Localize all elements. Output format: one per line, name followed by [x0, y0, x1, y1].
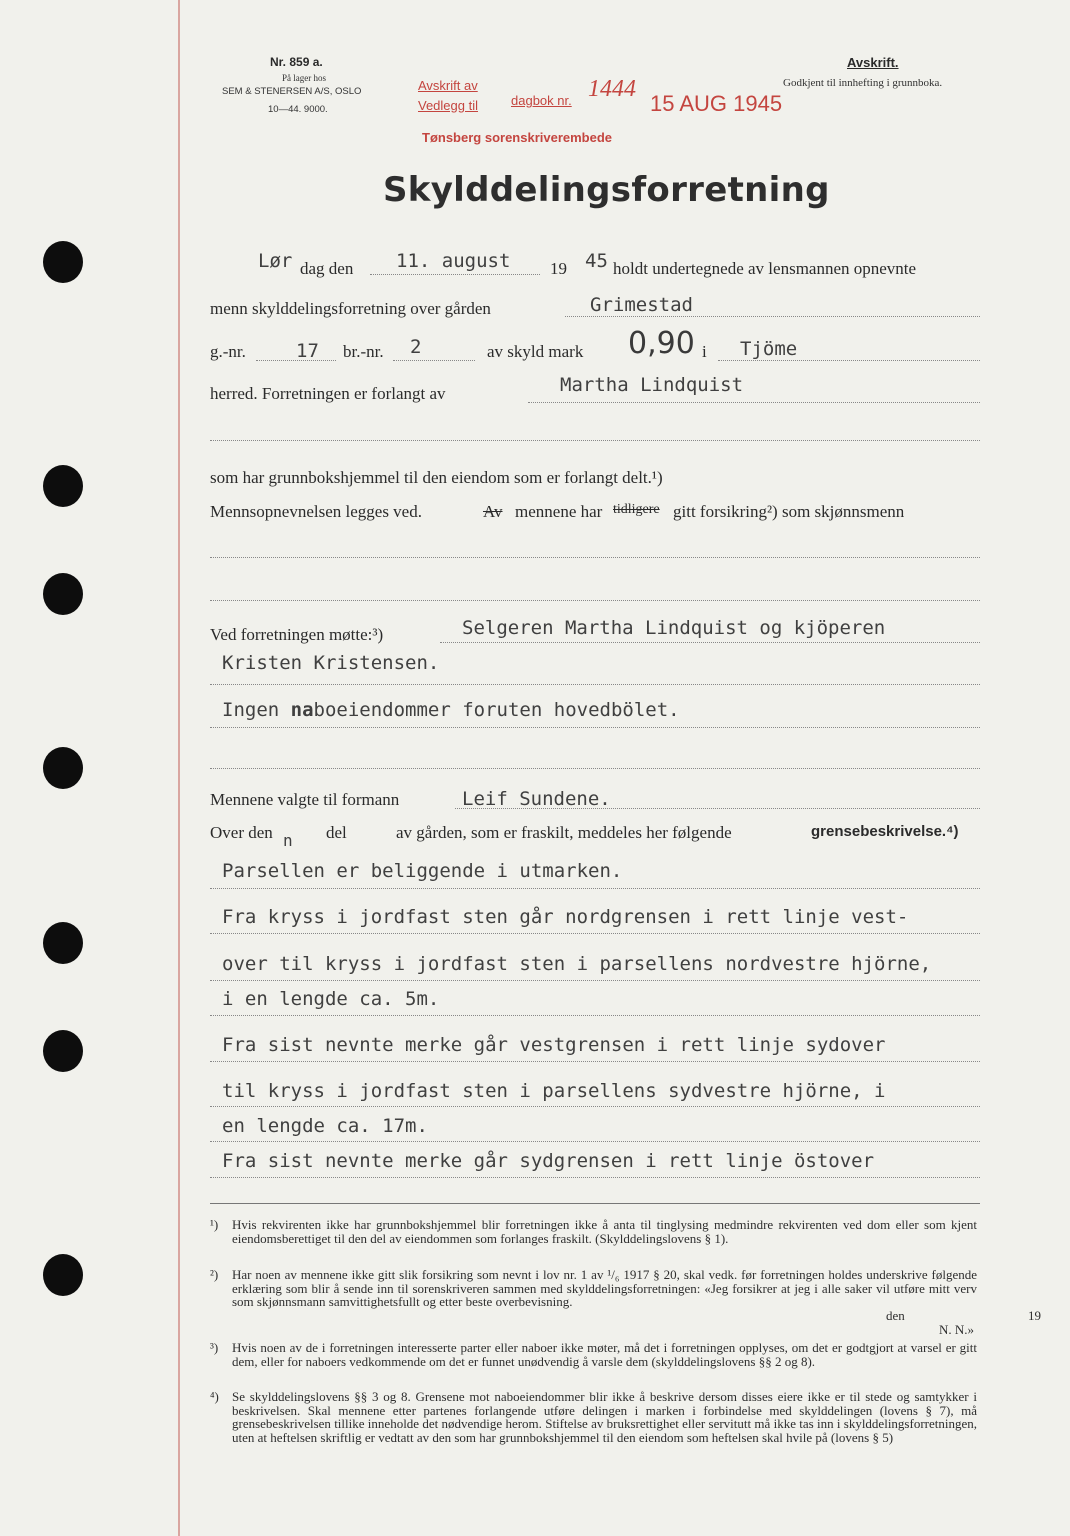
margin-rule	[178, 0, 180, 1536]
footnote-sign: N. N.»	[939, 1322, 975, 1337]
fill-line	[210, 1106, 980, 1107]
label-i: i	[702, 342, 707, 361]
fill-line	[210, 933, 980, 934]
fill-line	[210, 1177, 980, 1178]
nabo-post: boeiendommer foruten hovedbölet.	[313, 699, 680, 721]
description-line: Fra sist nevnte merke går sydgrensen i rett linje östover	[222, 1150, 875, 1172]
punch-hole	[43, 1254, 83, 1296]
label-motte: Ved forretningen møtte:³)	[210, 625, 384, 644]
nabo-pre: Ingen	[222, 699, 291, 721]
forsikring-text: gitt forsikring²) som skjønnsmenn	[673, 502, 905, 521]
fill-line	[718, 360, 980, 361]
punch-hole	[43, 747, 83, 789]
fill-line	[210, 684, 980, 685]
page-title: Skylddelingsforretning	[383, 170, 830, 210]
gnr-field: 17	[296, 340, 319, 362]
stamp-number: 1444	[588, 76, 636, 102]
fill-line	[210, 727, 980, 728]
year-field: 45	[585, 250, 608, 272]
mennene-text: mennene har	[515, 502, 603, 521]
fill-line	[210, 980, 980, 981]
description-line: i en lengde ca. 5m.	[222, 988, 440, 1010]
publisher-line: SEM & STENERSEN A/S, OSLO	[222, 86, 362, 97]
label-mennsopnevnelsen: Mennsopnevnelsen legges ved.	[210, 502, 422, 521]
grense-label: grensebeskrivelse.⁴)	[811, 823, 959, 840]
footnote	[210, 1341, 980, 1389]
label-formann: Mennene valgte til formann	[210, 790, 400, 809]
fill-line	[210, 440, 980, 441]
fill-line	[210, 768, 980, 769]
footnote-divider	[210, 1203, 980, 1204]
footnote-number: ³)	[210, 1340, 219, 1355]
fill-line	[210, 1015, 980, 1016]
footnote-text: Hvis rekvirenten ikke har grunnbokshjemmel blir forretningen ikke å anta til tinglysing medmindre rekvirenten ved dom eller som kjent eiendomsberettiget til den del av eiendommen som forlanges fraskilt. (Skylddelingslovens § 1).	[232, 1217, 977, 1246]
label-over-den: Over den	[210, 823, 273, 842]
fill-line	[210, 888, 980, 889]
stamp-dagbok: dagbok nr.	[511, 93, 572, 108]
footnote-text: Har noen av mennene ikke gitt slik forsikring som nevnt i lov nr. 1 av ¹/₆ 1917 § 20, skal vedk. før forretningen holdes underskrive følgende erklæring som blir å sende inn til sorenskriveren sammen med skylddelingsforretningen: «Jeg forsikrer at jeg i alle saker vil utføre mitt verv som skjønnsmann samvittighetsfullt og etter beste overbevisning.	[232, 1267, 977, 1310]
label-menn: menn skylddelingsforretning over gården	[210, 299, 491, 318]
punch-hole	[43, 573, 83, 615]
publisher-line: På lager hos	[282, 73, 326, 83]
label-dag-den: dag den	[300, 259, 354, 278]
fill-line	[565, 316, 980, 317]
stamp-date: 15 AUG 1945	[650, 91, 783, 116]
punch-hole	[43, 465, 83, 507]
label-bnr: br.-nr.	[343, 342, 384, 361]
punch-hole	[43, 1030, 83, 1072]
fill-line	[210, 600, 980, 601]
fill-line	[393, 360, 475, 361]
stamp-office: Tønsberg sorenskriverembede	[422, 130, 613, 145]
footnote-number: ²)	[210, 1267, 219, 1282]
fill-line	[210, 557, 980, 558]
label-year-prefix: 19	[550, 259, 567, 278]
footnote-text: Se skylddelingslovens §§ 3 og 8. Grensene mot naboeiendommer blir ikke å beskrive dersom disses eiere ikke er til stede og samtykker i beskrivelsen. Skal mennene etter partenes forlangende utføre delingen i marken i forbindelse med skylddelingen (lovens § 7), må grensebeskrivelsen tillike inneholde det nødvendige herom. Stiftelse av bruksrettighet eller servitutt må ikke tas inn i skylddelingsforretningen, uten at heftelsen skriftlig er vedtatt av den som har grunnbokshjemmel til den eiendom som heftelsen skal hvile på (lovens § 5)	[232, 1389, 977, 1445]
footnote-number: ¹)	[210, 1217, 219, 1232]
avskrift-label: Avskrift.	[847, 55, 899, 70]
label-herred: herred. Forretningen er forlangt av	[210, 384, 446, 403]
grunnbok-text: som har grunnbokshjemmel til den eiendom som er forlangt delt.¹)	[210, 468, 663, 487]
avskrift-note: Godkjent til innhefting i grunnboka.	[783, 77, 943, 89]
label-del: del	[326, 823, 347, 842]
description-line: Fra sist nevnte merke går vestgrensen i rett linje sydover	[222, 1034, 886, 1056]
footnote	[210, 1390, 980, 1470]
stamp-line: Vedlegg til	[418, 98, 478, 113]
nabo-bold: na	[290, 699, 314, 721]
requester-field: Martha Lindquist	[560, 374, 744, 396]
footnote-text: Hvis noen av de i forretningen interesserte parter eller naboer ikke møter, må det i forretningen opplyses, om det er godtgjort at varsel er gitt dem, eller for naboers vedkommende om det er funnet unødvendig å varsle dem (skylddelingslovens §§ 2 og 8).	[232, 1340, 977, 1369]
over-rest: av gården, som er fraskilt, meddeles her følgende	[396, 823, 732, 842]
skyld-field: 0,90	[628, 326, 695, 361]
footnote	[210, 1267, 1041, 1338]
municipality-field: Tjöme	[740, 338, 798, 360]
nabo-line	[222, 699, 680, 721]
fill-line	[528, 402, 980, 403]
label-holdt: holdt undertegnede av lensmannen opnevnte	[613, 259, 917, 278]
fill-line	[210, 1061, 980, 1062]
formann-field: Leif Sundene.	[462, 788, 611, 810]
handwritten-day: Lør	[258, 250, 293, 272]
fill-line	[370, 274, 540, 275]
struck-text: tidligere	[613, 502, 660, 517]
over-n: n	[283, 831, 293, 850]
footnote-date-den: den	[886, 1308, 905, 1323]
stamp-line: Avskrift av	[418, 78, 478, 93]
punch-hole	[43, 922, 83, 964]
date-field: 11. august	[396, 250, 511, 272]
publisher-line: 10—44. 9000.	[268, 104, 328, 115]
bnr-field: 2	[410, 336, 422, 358]
footnote-date-19: 19	[1028, 1308, 1041, 1323]
label-gnr: g.-nr.	[210, 342, 246, 361]
description-line: Fra kryss i jordfast sten går nordgrensen i rett linje vest-	[222, 906, 909, 928]
footnote-number: ⁴)	[210, 1389, 219, 1404]
description-line: til kryss i jordfast sten i parsellens sydvestre hjörne, i	[222, 1080, 886, 1102]
description-line: en lengde ca. 17m.	[222, 1115, 428, 1137]
description-line: over til kryss i jordfast sten i parsellens nordvestre hjörne,	[222, 953, 932, 975]
struck-text: Av	[483, 502, 503, 521]
fill-line	[210, 1141, 980, 1142]
motte-line: Kristen Kristensen.	[222, 652, 440, 674]
fill-line	[440, 642, 980, 643]
form-number: Nr. 859 a.	[270, 55, 323, 69]
footnote	[210, 1218, 980, 1266]
description-line: Parsellen er beliggende i utmarken.	[222, 860, 623, 882]
punch-hole	[43, 241, 83, 283]
farm-field: Grimestad	[590, 294, 693, 316]
motte-line: Selgeren Martha Lindquist og kjöperen	[462, 617, 886, 639]
label-skyld: av skyld mark	[487, 342, 584, 361]
